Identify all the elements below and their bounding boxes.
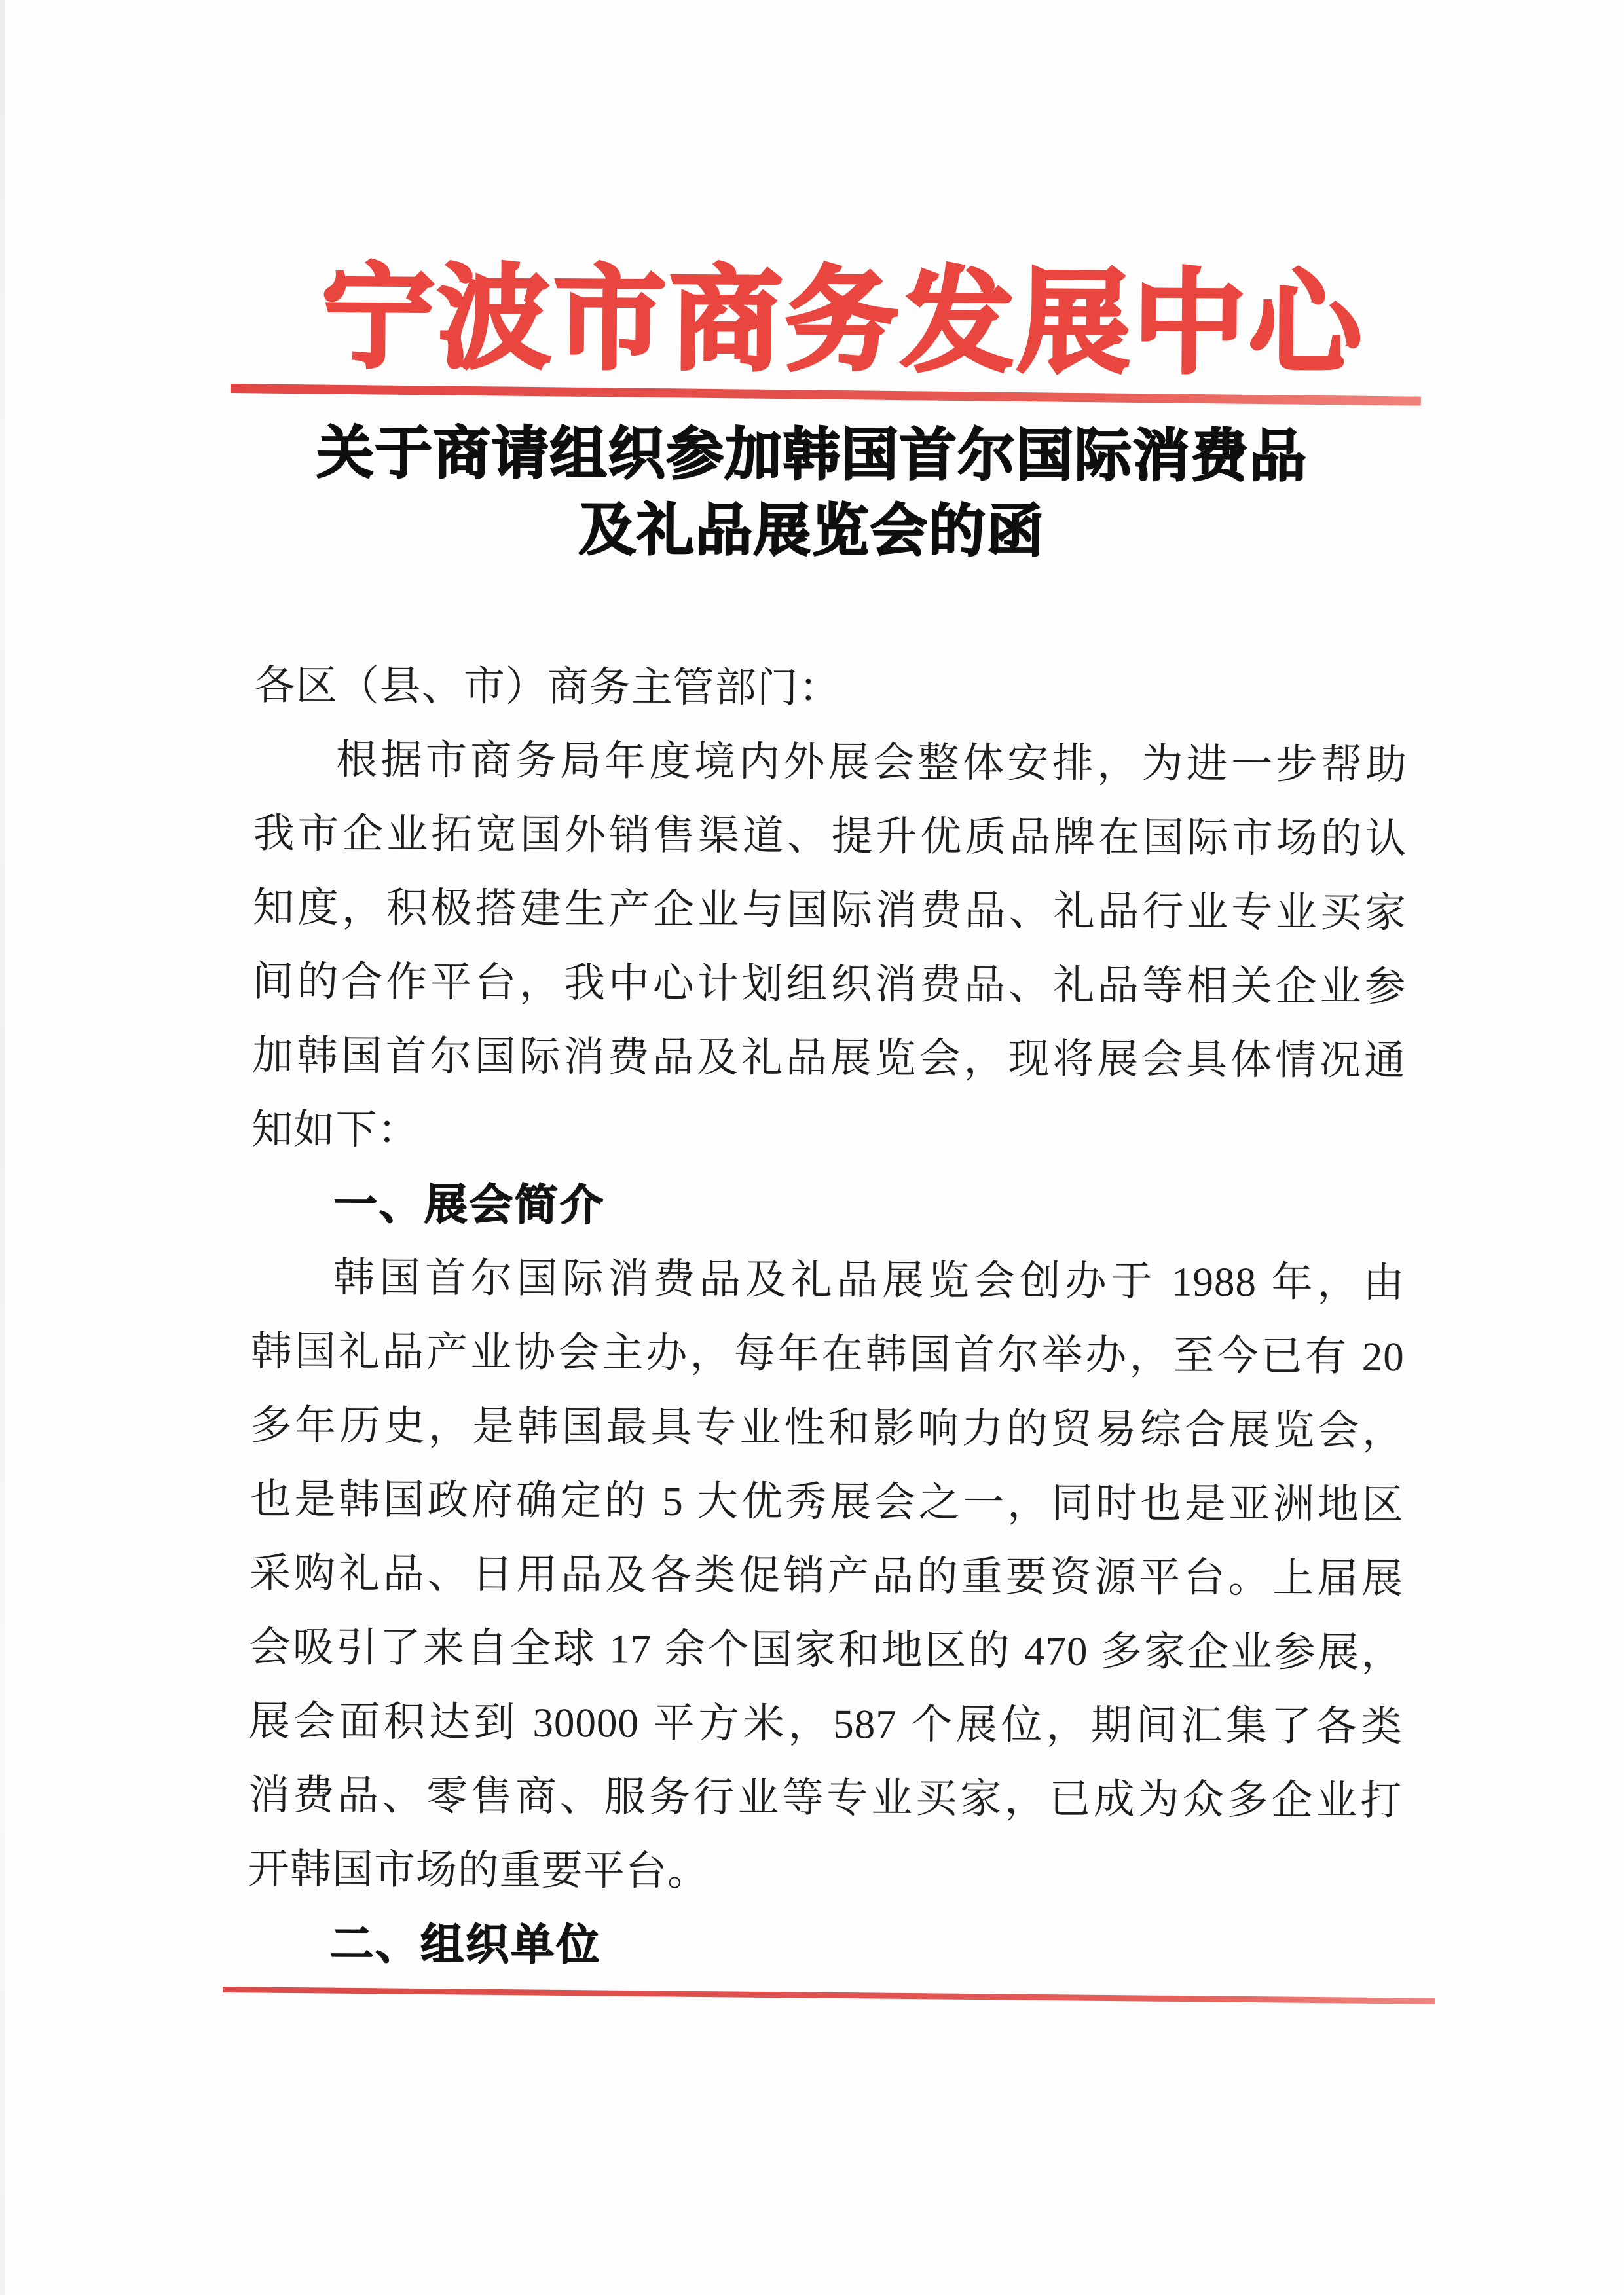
section-heading: 二、组织单位 <box>330 1919 602 1970</box>
body-line: 采购礼品、日用品及各类促销产品的重要资源平台。上届展 <box>249 1550 1404 1602</box>
body-line: 展会面积达到 30000 平方米，587 个展位，期间汇集了各类 <box>248 1698 1403 1750</box>
section-heading: 一、展会简介 <box>333 1179 606 1230</box>
body-line: 会吸引了来自全球 17 余个国家和地区的 470 多家企业参展， <box>249 1624 1403 1676</box>
document-body <box>248 649 1408 1987</box>
body-line: 我市企业拓宽国外销售渠道、提升优质品牌在国际市场的认 <box>253 810 1407 862</box>
body-line: 各区（县、市）商务主管部门： <box>253 662 841 712</box>
document-title-line2: 及礼品展览会的函 <box>578 498 1045 564</box>
footer-rule <box>223 1987 1435 2004</box>
body-line: 知度，积极搭建生产企业与国际消费品、礼品行业专业买家 <box>252 884 1407 936</box>
body-line: 多年历史，是韩国最具专业性和影响力的贸易综合展览会， <box>250 1402 1405 1454</box>
body-line: 间的合作平台，我中心计划组织消费品、礼品等相关企业参 <box>252 958 1407 1010</box>
body-line: 根据市商务局年度境内外展会整体安排，为进一步帮助 <box>335 737 1408 788</box>
letterhead-title: 宁波市商务发展中心 <box>321 256 1366 388</box>
body-line: 韩国礼品产业协会主办，每年在韩国首尔举办，至今已有 20 <box>250 1328 1405 1380</box>
body-line: 消费品、零售商、服务行业等专业买家，已成为众多企业打 <box>248 1772 1403 1824</box>
body-line: 加韩国首尔国际消费品及礼品展览会，现将展会具体情况通 <box>251 1032 1407 1084</box>
body-line: 开韩国市场的重要平台。 <box>248 1846 710 1895</box>
body-line: 也是韩国政府确定的 5 大优秀展会之一，同时也是亚洲地区 <box>249 1476 1404 1528</box>
document-title <box>0 414 1624 572</box>
body-line: 知如下： <box>251 1106 420 1153</box>
document-title-line1: 关于商请组织参加韩国首尔国际消费品 <box>316 421 1308 488</box>
body-line: 韩国首尔国际消费品及礼品展览会创办于 1988 年，由 <box>333 1255 1405 1306</box>
